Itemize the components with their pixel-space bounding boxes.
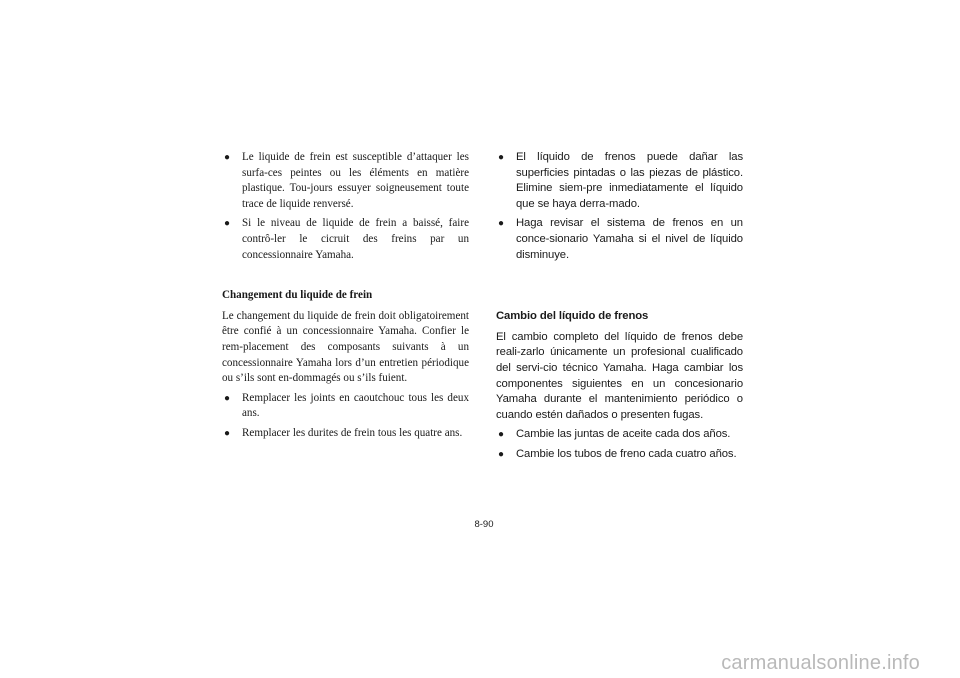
- spanish-column: [496, 150, 743, 467]
- french-warning-item: [222, 216, 469, 263]
- french-warning-item: [222, 150, 469, 212]
- bullet-icon: ●: [224, 427, 231, 439]
- spanish-list-text: Cambie las juntas de aceite cada dos años.: [516, 428, 731, 441]
- french-warning-text: Le liquide de frein est susceptible d’attaquer les surfa-ces peintes ou les éléments en matière plastique. Tou-jours essuyer soigneusement toute trace de liquide renversé.: [242, 151, 469, 210]
- spanish-warning-text: Haga revisar el sistema de frenos en un conce-sionario Yamaha si el nivel de líquido disminuye.: [516, 217, 743, 261]
- spanish-warning-item: [496, 150, 743, 212]
- watermark: carmanualsonline.info: [721, 652, 920, 674]
- spanish-list-item: [496, 427, 743, 443]
- bullet-icon: ●: [498, 218, 504, 230]
- bullet-icon: ●: [224, 152, 231, 163]
- french-section-heading: Changement du liquide de frein: [222, 289, 373, 302]
- bullet-icon: ●: [224, 218, 231, 230]
- spanish-warning-text: El líquido de frenos puede dañar las superficies pintadas o las piezas de plástico. Elimine siem-pre inmediatamente el líquido que se haya derra-mado.: [516, 151, 743, 210]
- spanish-list-item: [496, 447, 743, 463]
- french-list-text: Remplacer les joints en caoutchouc tous les deux ans.: [242, 391, 469, 420]
- french-list-text: Remplacer les durites de frein tous les quatre ans.: [242, 426, 463, 439]
- french-paragraph: Le changement du liquide de frein doit obligatoirement être confié à un concessionnaire Yamaha. Confier le rem-placement des composants suivants à un concessionnaire Yamaha lors d’un entretien périodique ou s’ils sont en-dommagés ou s’ils fuient.: [222, 309, 469, 385]
- french-list-item: [222, 391, 469, 422]
- bullet-icon: ●: [498, 152, 504, 163]
- french-list-item: [222, 426, 469, 442]
- spanish-paragraph: El cambio completo del líquido de frenos debe reali-zarlo únicamente un profesional cualificado del servi-cio técnico Yamaha. Haga cambiar los componentes siguientes en un concesionario Yamaha durante el mantenimiento periódico o cuando estén dañados o presenten fugas.: [496, 330, 743, 421]
- bullet-icon: ●: [224, 392, 231, 404]
- spanish-warning-item: [496, 216, 743, 263]
- bullet-icon: ●: [498, 448, 504, 460]
- french-column: [222, 150, 469, 446]
- spanish-section-heading: Cambio del líquido de frenos: [496, 310, 649, 323]
- french-warning-text: Si le niveau de liquide de frein a baissé, faire contrô-ler le cicruit des freins par un concessionnaire Yamaha.: [242, 217, 469, 261]
- page-number: 8-90: [474, 519, 494, 530]
- spanish-list-text: Cambie los tubos de freno cada cuatro años.: [516, 447, 737, 460]
- bullet-icon: ●: [498, 429, 504, 441]
